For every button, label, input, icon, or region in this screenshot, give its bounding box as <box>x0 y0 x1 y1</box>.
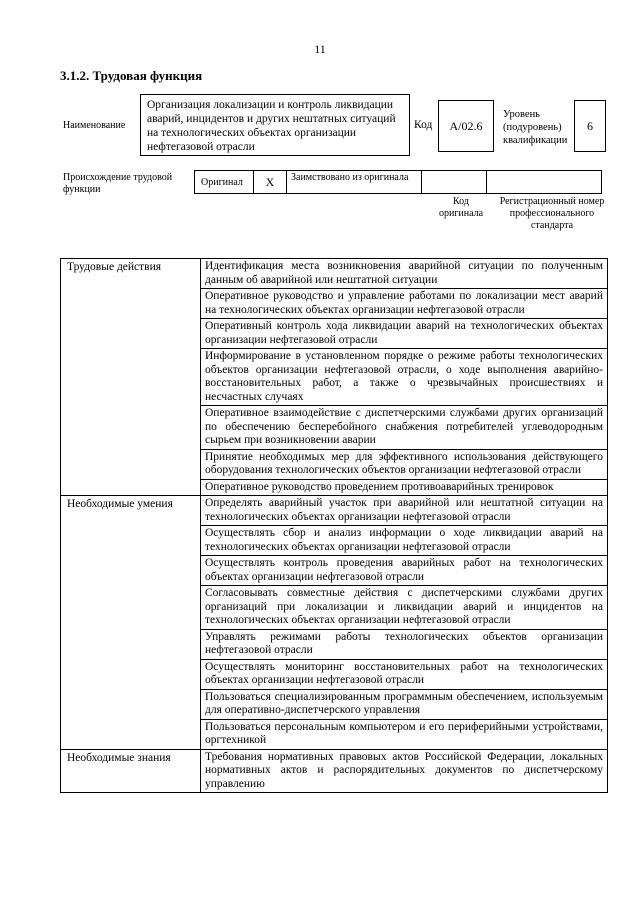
code-original-label: Код оригинала <box>438 196 484 219</box>
item-cell: Информирование в установленном порядке о режиме работы технологических объектов организации нефтегазовой отрасли, о ходе выполнения аварийно-восстановительных работ, а также о чрезвычайных происшествиях и несчастных случаях <box>201 349 608 406</box>
level-value-box: 6 <box>574 100 606 152</box>
item-cell: Оперативное руководство проведением противоаварийных тренировок <box>201 479 608 496</box>
category-cell: Необходимые умения <box>61 496 201 750</box>
item-cell: Оперативное руководство и управление работами по локализации мест аварий на технологических объектах организации нефтегазовой отрасли <box>201 289 608 319</box>
original-label: Оригинал <box>194 170 254 194</box>
borrowed-label: Заимствовано из оригинала <box>286 170 422 194</box>
item-cell: Принятие необходимых мер для эффективного использования действующего оборудования технологических объектов организации нефтегазовой отрасли <box>201 449 608 479</box>
item-cell: Управлять режимами работы технологических объектов организации нефтегазовой отрасли <box>201 629 608 659</box>
reg-number-cell <box>486 170 602 194</box>
category-cell: Необходимые знания <box>61 749 201 793</box>
item-cell: Оперативное взаимодействие с диспетчерскими службами других организаций по обеспечению бесперебойного снабжения потребителей углеводородным сырьем при возникновении аварии <box>201 406 608 450</box>
item-cell: Пользоваться специализированным программным обеспечением, используемым для оперативно-диспетчерского управления <box>201 689 608 719</box>
item-cell: Осуществлять мониторинг восстановительных работ на технологических объектах организации нефтегазовой отрасли <box>201 659 608 689</box>
item-cell: Определять аварийный участок при аварийной или нештатной ситуации на технологических объектах организации нефтегазовой отрасли <box>201 496 608 526</box>
item-cell: Пользоваться персональным компьютером и его периферийными устройствами, оргтехникой <box>201 719 608 749</box>
section-title: 3.1.2. Трудовая функция <box>60 68 203 83</box>
code-value-box: А/02.6 <box>438 100 494 152</box>
item-cell: Осуществлять контроль проведения аварийных работ на технологических объектах организации нефтегазовой отрасли <box>201 556 608 586</box>
table-row <box>61 496 608 526</box>
item-cell: Оперативный контроль хода ликвидации аварий на технологических объектах организации нефтегазовой отрасли <box>201 319 608 349</box>
table-row <box>61 749 608 793</box>
item-cell: Согласовывать совместные действия с диспетчерскими службами других организаций при локализации и ликвидации аварий и инцидентов на технологических объектах организации нефтегазовой отрасли <box>201 586 608 630</box>
original-mark: X <box>253 170 287 194</box>
function-details-table <box>60 258 608 793</box>
name-label: Наименование <box>63 120 126 131</box>
item-cell: Осуществлять сбор и анализ информации о ходе ликвидации аварий на технологических объектах организации нефтегазовой отрасли <box>201 526 608 556</box>
function-name-box: Организация локализации и контроль ликвидации аварий, инцидентов и других нештатных ситуаций на технологических объектах организации нефтегазовой отрасли <box>140 94 410 156</box>
page-number: 11 <box>314 42 326 56</box>
origin-row <box>195 170 602 194</box>
category-cell: Трудовые действия <box>61 259 201 496</box>
item-cell: Идентификация места возникновения аварийной ситуации по полученным данным об аварийной или нештатной ситуации <box>201 259 608 289</box>
item-cell: Требования нормативных правовых актов Российской Федерации, локальных нормативных актов и распорядительных документов по диспетчерскому управлению <box>201 749 608 793</box>
code-original-cell <box>421 170 487 194</box>
reg-number-label: Регистрационный номер профессионального стандарта <box>499 196 605 231</box>
table-row <box>61 259 608 289</box>
code-label: Код <box>414 119 433 131</box>
origin-label: Происхождение трудовой функции <box>63 172 173 195</box>
level-label: Уровень (подуровень) квалификации <box>503 109 568 146</box>
